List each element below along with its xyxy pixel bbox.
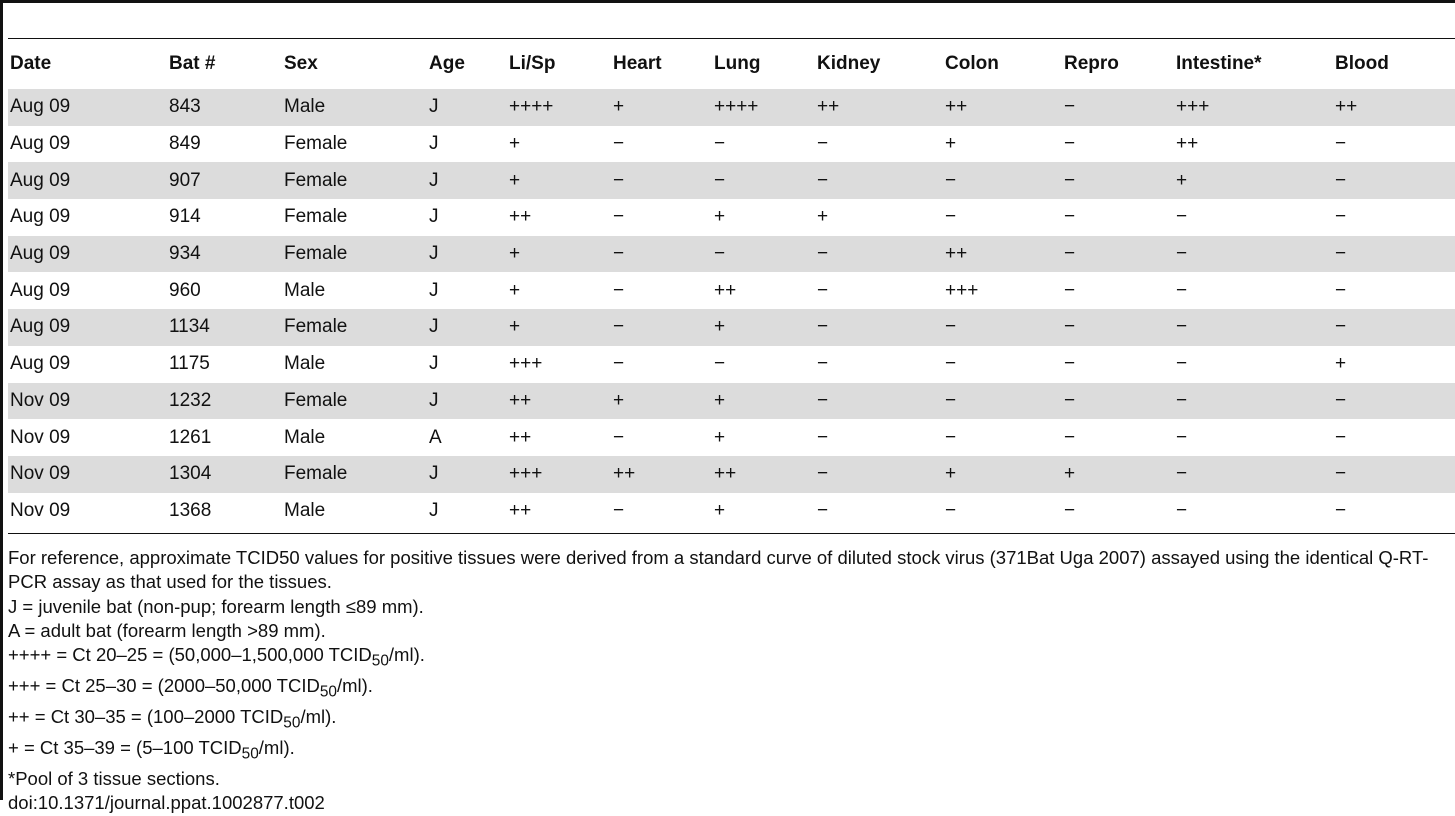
cell-colon: − xyxy=(943,383,1062,420)
table-row xyxy=(8,309,1455,346)
cell-lung: ++ xyxy=(714,279,737,301)
cell-sex: Male xyxy=(284,499,326,521)
cell-blood: − xyxy=(1335,426,1347,448)
table-row xyxy=(8,346,1455,383)
table-row xyxy=(8,162,1455,199)
cell-colon: +++ xyxy=(945,279,979,301)
cell-heart: − xyxy=(611,162,712,199)
cell-kidney: + xyxy=(817,206,829,228)
cell-lung: ++++ xyxy=(712,89,815,126)
col-header-date: Date xyxy=(10,53,52,74)
cell-age: J xyxy=(429,499,439,521)
cell-li-sp: ++ xyxy=(507,383,611,420)
cell-kidney: − xyxy=(815,162,943,199)
table-row xyxy=(8,272,1455,309)
cell-date: Aug 09 xyxy=(10,279,71,301)
cell-repro: − xyxy=(1064,133,1076,155)
cell-blood: − xyxy=(1333,456,1455,493)
cell-intestine: +++ xyxy=(1174,89,1333,126)
cell-date: Aug 09 xyxy=(8,89,167,126)
col-header-colon: Colon xyxy=(945,53,999,74)
cell-lung: + xyxy=(714,426,726,448)
cell-intestine: ++ xyxy=(1176,133,1199,155)
cell-bat-number: 843 xyxy=(167,89,282,126)
cell-age: J xyxy=(427,89,507,126)
col-header-li-sp: Li/Sp xyxy=(509,53,556,74)
cell-li-sp: ++ xyxy=(509,499,532,521)
col-header-intestine: Intestine* xyxy=(1176,53,1262,74)
table-row xyxy=(8,199,1455,236)
results-table xyxy=(8,39,1455,529)
cell-li-sp: + xyxy=(507,162,611,199)
cell-li-sp: + xyxy=(509,279,521,301)
col-header-age: Age xyxy=(429,53,465,74)
cell-blood: + xyxy=(1335,353,1347,375)
cell-bat-number: 1134 xyxy=(167,309,282,346)
cell-kidney: − xyxy=(817,499,829,521)
cell-intestine: − xyxy=(1176,499,1188,521)
cell-sex: Male xyxy=(284,426,326,448)
cell-blood: − xyxy=(1333,162,1455,199)
cell-li-sp: ++ xyxy=(509,426,532,448)
cell-age: A xyxy=(429,426,442,448)
cell-date: Aug 09 xyxy=(8,236,167,273)
table-row xyxy=(8,383,1455,420)
cell-kidney: − xyxy=(817,279,829,301)
cell-blood: ++ xyxy=(1333,89,1455,126)
cell-age: J xyxy=(427,309,507,346)
cell-kidney: − xyxy=(815,383,943,420)
cell-heart: − xyxy=(613,133,625,155)
cell-date: Nov 09 xyxy=(8,456,167,493)
cell-intestine: − xyxy=(1176,279,1188,301)
cell-date: Nov 09 xyxy=(10,499,71,521)
footnote-juvenile: J = juvenile bat (non-pup; forearm length ≤89 mm). xyxy=(8,595,424,617)
cell-bat-number: 1368 xyxy=(169,499,212,521)
cell-sex: Female xyxy=(282,236,427,273)
table-row xyxy=(8,89,1455,126)
cell-heart: − xyxy=(611,236,712,273)
cell-blood: − xyxy=(1335,279,1347,301)
footnote-ct-1: + = Ct 35–39 = (5–100 $TCID_{50}/ml$). xyxy=(8,737,295,763)
cell-lung: − xyxy=(712,162,815,199)
cell-li-sp: +++ xyxy=(507,456,611,493)
cell-kidney: − xyxy=(815,456,943,493)
cell-intestine: − xyxy=(1176,426,1188,448)
cell-bat-number: 934 xyxy=(167,236,282,273)
cell-li-sp: ++++ xyxy=(507,89,611,126)
left-rule xyxy=(0,0,3,800)
header-row xyxy=(8,39,1455,89)
cell-repro: − xyxy=(1062,162,1174,199)
cell-intestine: − xyxy=(1174,383,1333,420)
cell-blood: − xyxy=(1335,133,1347,155)
cell-kidney: − xyxy=(817,426,829,448)
cell-heart: − xyxy=(613,353,625,375)
footnote-pool: *Pool of 3 tissue sections. xyxy=(8,768,220,790)
cell-colon: − xyxy=(945,206,957,228)
cell-sex: Female xyxy=(282,309,427,346)
cell-lung: ++ xyxy=(712,456,815,493)
cell-repro: + xyxy=(1062,456,1174,493)
cell-intestine: − xyxy=(1174,236,1333,273)
cell-kidney: − xyxy=(817,353,829,375)
footnote-ct-4: ++++ = Ct 20–25 = (50,000–1,500,000 $TCID_{50}/ml$). xyxy=(8,644,425,670)
cell-date: Nov 09 xyxy=(8,383,167,420)
cell-repro: − xyxy=(1062,236,1174,273)
cell-li-sp: + xyxy=(509,133,521,155)
cell-kidney: ++ xyxy=(815,89,943,126)
cell-bat-number: 1304 xyxy=(167,456,282,493)
cell-age: J xyxy=(429,353,439,375)
footnote-ct-2: ++ = Ct 30–35 = (100–2000 $TCID_{50}/ml$). xyxy=(8,706,337,732)
cell-repro: − xyxy=(1064,426,1076,448)
cell-lung: + xyxy=(712,383,815,420)
cell-date: Aug 09 xyxy=(10,133,71,155)
table-row xyxy=(8,419,1455,456)
cell-kidney: − xyxy=(815,236,943,273)
cell-colon: − xyxy=(945,353,957,375)
col-header-kidney: Kidney xyxy=(817,53,881,74)
cell-repro: − xyxy=(1064,279,1076,301)
cell-colon: − xyxy=(945,426,957,448)
cell-lung: − xyxy=(714,133,726,155)
table-row xyxy=(8,456,1455,493)
cell-repro: − xyxy=(1062,309,1174,346)
cell-colon: − xyxy=(943,162,1062,199)
cell-repro: − xyxy=(1064,206,1076,228)
cell-heart: + xyxy=(611,383,712,420)
col-header-repro: Repro xyxy=(1064,53,1119,74)
cell-lung: + xyxy=(712,309,815,346)
cell-date: Aug 09 xyxy=(10,206,71,228)
cell-sex: Male xyxy=(284,353,326,375)
cell-kidney: − xyxy=(815,309,943,346)
table-row xyxy=(8,126,1455,163)
cell-bat-number: 960 xyxy=(169,279,201,301)
cell-bat-number: 1175 xyxy=(169,353,210,375)
cell-age: J xyxy=(427,456,507,493)
cell-lung: + xyxy=(714,206,726,228)
cell-li-sp: +++ xyxy=(509,353,543,375)
cell-intestine: − xyxy=(1176,206,1188,228)
cell-bat-number: 914 xyxy=(169,206,201,228)
cell-repro: − xyxy=(1064,353,1076,375)
cell-age: J xyxy=(427,383,507,420)
cell-repro: − xyxy=(1064,499,1076,521)
cell-heart: − xyxy=(613,206,625,228)
cell-age: J xyxy=(427,236,507,273)
cell-blood: − xyxy=(1333,236,1455,273)
cell-heart: − xyxy=(613,279,625,301)
cell-lung: − xyxy=(712,236,815,273)
table-bottom-rule xyxy=(8,533,1455,534)
cell-colon: + xyxy=(945,133,957,155)
col-header-heart: Heart xyxy=(613,53,662,74)
cell-date: Aug 09 xyxy=(10,353,71,375)
cell-heart: ++ xyxy=(611,456,712,493)
cell-lung: − xyxy=(714,353,726,375)
cell-kidney: − xyxy=(817,133,829,155)
cell-date: Aug 09 xyxy=(8,309,167,346)
cell-bat-number: 1261 xyxy=(169,426,212,448)
top-rule xyxy=(0,0,1455,3)
cell-heart: − xyxy=(611,309,712,346)
cell-sex: Female xyxy=(284,133,348,155)
cell-colon: − xyxy=(945,499,957,521)
cell-age: J xyxy=(429,133,439,155)
footnote-reference: For reference, approximate TCID50 values for positive tissues were derived from a standard curve of diluted stock virus (371Bat Uga 2007) assayed using the identical Q-RT-PCR assay as that used for the tissues. xyxy=(8,547,1429,593)
table-body xyxy=(8,89,1455,529)
cell-heart: − xyxy=(613,426,625,448)
table-row xyxy=(8,493,1455,530)
cell-age: J xyxy=(429,206,439,228)
footnote-ct-3: +++ = Ct 25–30 = (2000–50,000 $TCID_{50}/ml$). xyxy=(8,675,373,701)
cell-bat-number: 907 xyxy=(167,162,282,199)
cell-lung: + xyxy=(714,499,726,521)
cell-sex: Female xyxy=(282,456,427,493)
cell-bat-number: 1232 xyxy=(167,383,282,420)
col-header-blood: Blood xyxy=(1335,53,1389,74)
cell-intestine: − xyxy=(1174,309,1333,346)
col-header-sex: Sex xyxy=(284,53,318,74)
cell-sex: Female xyxy=(284,206,348,228)
cell-li-sp: + xyxy=(507,236,611,273)
cell-sex: Female xyxy=(282,162,427,199)
cell-date: Aug 09 xyxy=(8,162,167,199)
cell-li-sp: + xyxy=(507,309,611,346)
table-row xyxy=(8,236,1455,273)
cell-blood: − xyxy=(1333,383,1455,420)
cell-bat-number: 849 xyxy=(169,133,201,155)
table-footnotes xyxy=(8,546,1453,816)
cell-colon: − xyxy=(943,309,1062,346)
cell-blood: − xyxy=(1335,206,1347,228)
cell-colon: ++ xyxy=(943,89,1062,126)
cell-heart: − xyxy=(613,499,625,521)
cell-intestine: − xyxy=(1176,353,1188,375)
cell-heart: + xyxy=(611,89,712,126)
cell-intestine: − xyxy=(1174,456,1333,493)
cell-colon: ++ xyxy=(943,236,1062,273)
cell-date: Nov 09 xyxy=(10,426,71,448)
cell-blood: − xyxy=(1335,499,1347,521)
cell-age: J xyxy=(427,162,507,199)
col-header-lung: Lung xyxy=(714,53,761,74)
cell-sex: Male xyxy=(282,89,427,126)
cell-li-sp: ++ xyxy=(509,206,532,228)
cell-repro: − xyxy=(1062,383,1174,420)
col-header-bat: Bat # xyxy=(169,53,216,74)
cell-colon: + xyxy=(943,456,1062,493)
cell-repro: − xyxy=(1062,89,1174,126)
cell-age: J xyxy=(429,279,439,301)
cell-blood: − xyxy=(1333,309,1455,346)
cell-sex: Male xyxy=(284,279,326,301)
footnote-doi[interactable]: doi:10.1371/journal.ppat.1002877.t002 xyxy=(8,792,325,814)
cell-intestine: + xyxy=(1174,162,1333,199)
cell-sex: Female xyxy=(282,383,427,420)
footnote-adult: A = adult bat (forearm length >89 mm). xyxy=(8,619,326,641)
